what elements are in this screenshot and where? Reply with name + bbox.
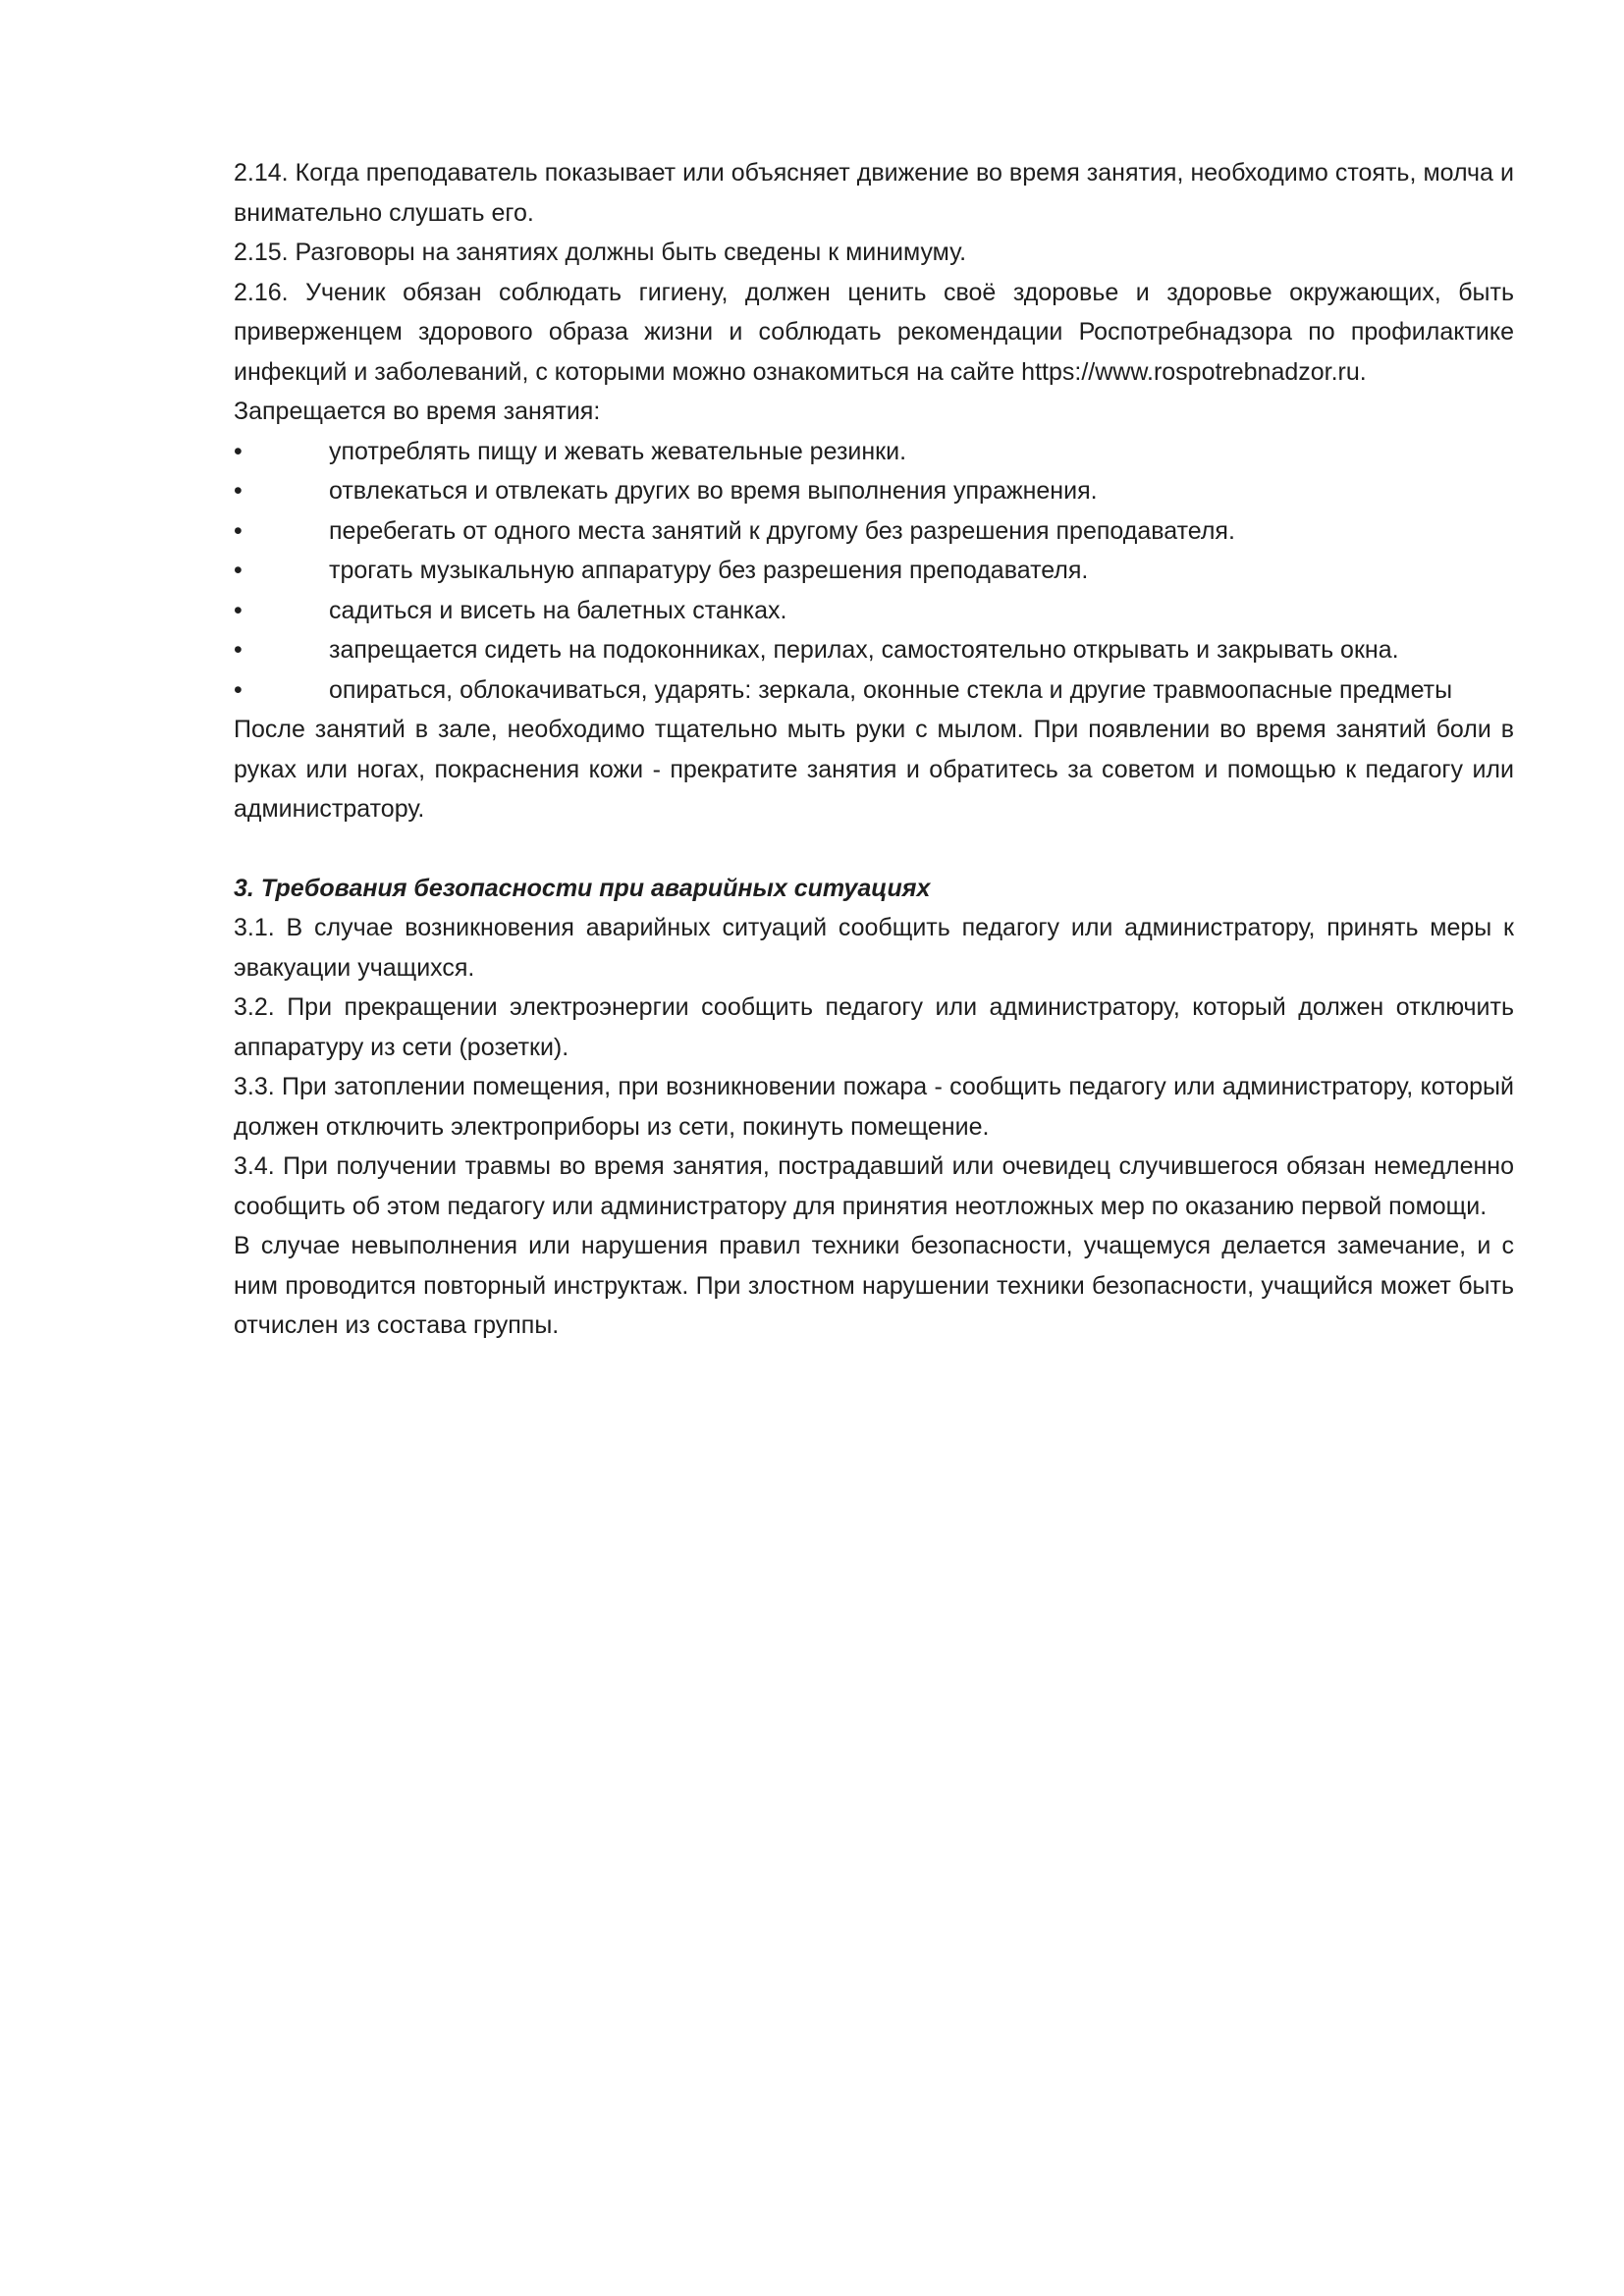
list-item [234,670,1514,711]
bullet-icon: • [234,675,243,704]
prohibitions-intro: Запрещается во время занятия: [234,398,601,425]
paragraph-2-14: 2.14. Когда преподаватель показывает или объясняет движение во время занятия, необходимо стоять, молча и внимательно слушать его. [234,159,1514,227]
paragraph-violations: В случае невыполнения или нарушения правил техники безопасности, учащемуся делается замечание, и с ним проводится повторный инструктаж. При злостном нарушении техники безопасности, учащийся может быть отчислен из состава группы. [234,1232,1514,1339]
list-item-text: опираться, облокачиваться, ударять: зеркала, оконные стекла и другие травмоопасные предметы [329,675,1453,704]
paragraph-3-4: 3.4. При получении травмы во время занятия, пострадавший или очевидец случившегося обязан немедленно сообщить об этом педагогу или администратору для принятия неотложных мер по оказанию первой помощи. [234,1152,1514,1220]
after-class-note: После занятий в зале, необходимо тщательно мыть руки с мылом. При появлении во время занятий боли в руках или ногах, покраснения кожи - прекратите занятия и обратитесь за советом и помощью к педагогу или администратору. [234,716,1514,823]
prohibitions-list [234,432,1514,711]
paragraph-3-3: 3.3. При затоплении помещения, при возникновении пожара - сообщить педагогу или администратору, который должен отключить электроприборы из сети, покинуть помещение. [234,1073,1514,1141]
list-item [234,591,1514,631]
bullet-icon: • [234,477,243,505]
list-item [234,471,1514,511]
bullet-icon: • [234,636,243,664]
list-item-text: садиться и висеть на балетных станках. [329,596,787,624]
section-spacer [234,829,1514,869]
bullet-icon: • [234,437,243,465]
paragraph-2-16: 2.16. Ученик обязан соблюдать гигиену, должен ценить своё здоровье и здоровье окружающих, быть приверженцем здорового образа жизни и соблюдать рекомендации Роспотребнадзора по профилактике инфекций и заболеваний, с которыми можно ознакомиться на сайте https://www.rospotrebnadzor.ru. [234,278,1514,386]
list-item [234,432,1514,472]
list-item-text: запрещается сидеть на подоконниках, перилах, самостоятельно открывать и закрывать окна. [329,636,1399,664]
list-item-text: перебегать от одного места занятий к другому без разрешения преподавателя. [329,516,1235,545]
list-item-text: трогать музыкальную аппаратуру без разрешения преподавателя. [329,557,1089,584]
paragraph-3-1: 3.1. В случае возникновения аварийных ситуаций сообщить педагогу или администратору, принять меры к эвакуации учащихся. [234,914,1514,982]
bullet-icon: • [234,557,243,584]
section-3-heading: 3. Требования безопасности при аварийных ситуациях [234,874,931,902]
list-item-text: употреблять пищу и жевать жевательные резинки. [329,437,907,465]
list-item [234,551,1514,591]
bullet-icon: • [234,516,243,545]
paragraph-2-15: 2.15. Разговоры на занятиях должны быть сведены к минимуму. [234,239,967,266]
list-item [234,511,1514,552]
paragraph-3-2: 3.2. При прекращении электроэнергии сообщить педагогу или администратору, который должен отключить аппаратуру из сети (розетки). [234,993,1514,1061]
list-item [234,630,1514,670]
list-item-text: отвлекаться и отвлекать других во время выполнения упражнения. [329,477,1098,505]
bullet-icon: • [234,596,243,624]
document-page [234,153,1514,1346]
